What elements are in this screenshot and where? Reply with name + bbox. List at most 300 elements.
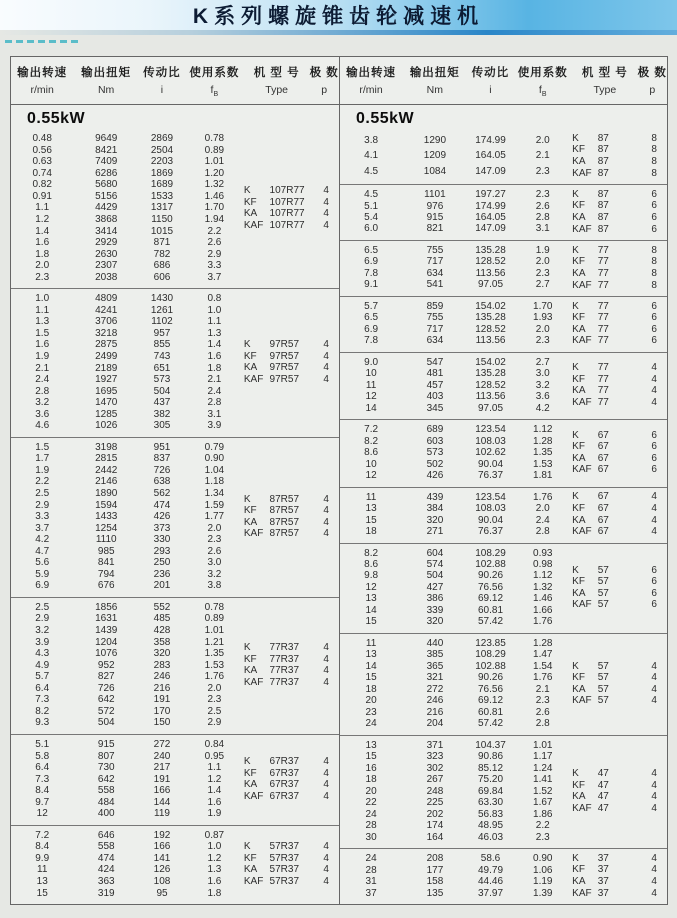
model-size: 47 <box>597 791 609 803</box>
cell-ratio: 108.29 <box>475 547 506 559</box>
cell-output-torque: 424 <box>97 864 115 876</box>
model-size: 67 <box>597 514 609 526</box>
model-poles: 4 <box>323 841 329 853</box>
cell-service-factor: 1.12 <box>533 570 553 582</box>
cell-output-torque: 302 <box>426 762 444 774</box>
data-grid <box>11 133 244 283</box>
model-prefix: KA <box>243 864 258 876</box>
cell-service-factor: 0.84 <box>204 738 225 750</box>
cell-output-speed: 1.6 <box>35 237 50 249</box>
cell-service-factor: 1.4 <box>207 785 222 797</box>
model-row <box>572 453 667 465</box>
cell-service-factor: 1.59 <box>204 499 225 511</box>
cell-output-speed: 9.3 <box>35 717 50 729</box>
cell-ratio: 63.30 <box>478 797 504 809</box>
model-row <box>244 876 339 888</box>
model-prefix: K <box>572 491 579 503</box>
model-list <box>244 293 339 432</box>
model-poles: 4 <box>323 184 329 196</box>
model-row <box>244 654 339 666</box>
cell-ratio: 150 <box>153 717 171 729</box>
cell-ratio: 119 <box>154 808 170 820</box>
cell-output-torque: 439 <box>426 491 444 503</box>
cell-output-speed: 37 <box>365 887 377 899</box>
cell-output-torque: 1631 <box>95 613 118 625</box>
table-half-right <box>339 105 667 904</box>
cell-service-factor: 1.41 <box>533 774 553 786</box>
cell-output-torque: 164 <box>426 831 444 843</box>
model-row <box>572 768 667 780</box>
cell-ratio: 147.09 <box>475 223 506 235</box>
cell-ratio: 48.95 <box>478 820 504 832</box>
cell-output-torque: 272 <box>426 683 444 695</box>
model-poles: 4 <box>651 864 657 876</box>
column-header-unit: i <box>160 84 164 96</box>
cell-service-factor: 1.46 <box>204 190 225 202</box>
title-bar <box>0 0 677 30</box>
cell-service-factor: 2.9 <box>207 248 222 260</box>
model-size: 77R37 <box>269 665 300 677</box>
model-row <box>572 200 667 212</box>
model-size: 77 <box>597 244 609 256</box>
model-poles: 4 <box>651 502 657 514</box>
cell-output-torque: 676 <box>97 580 115 592</box>
model-row <box>572 803 667 815</box>
model-row <box>244 768 339 780</box>
model-size: 77 <box>597 397 609 409</box>
column-header-zh: 使用系数 <box>517 67 568 79</box>
cell-ratio: 90.26 <box>478 672 504 684</box>
model-size: 57 <box>597 683 609 695</box>
cell-service-factor: 1.86 <box>533 808 553 820</box>
cell-output-torque: 386 <box>426 593 444 605</box>
cell-ratio: 957 <box>153 327 171 339</box>
cell-output-speed: 0.56 <box>32 144 52 156</box>
cell-ratio: 60.81 <box>478 706 504 718</box>
cell-output-speed: 0.63 <box>32 156 52 168</box>
cell-output-torque: 4809 <box>95 293 118 305</box>
cell-ratio: 562 <box>153 488 171 500</box>
model-poles: 4 <box>323 516 329 528</box>
cell-service-factor: 3.6 <box>535 391 550 403</box>
column-header-ratio <box>468 64 514 98</box>
cell-ratio: 871 <box>153 237 171 249</box>
cell-ratio: 108 <box>153 875 171 887</box>
cell-ratio: 170 <box>153 705 171 717</box>
model-size: 37 <box>597 864 609 876</box>
model-prefix: KAF <box>243 374 264 386</box>
model-prefix: KF <box>243 350 257 362</box>
cell-output-torque: 3706 <box>95 316 118 328</box>
model-row <box>572 212 667 224</box>
cell-ratio: 76.37 <box>478 470 504 482</box>
model-size: 67 <box>597 491 609 503</box>
cell-output-speed: 11 <box>37 864 48 876</box>
model-poles: 6 <box>651 312 657 324</box>
cell-output-torque: 547 <box>426 356 444 368</box>
cell-service-factor: 1.35 <box>204 648 225 660</box>
cell-output-torque: 573 <box>426 447 444 459</box>
cell-service-factor: 1.70 <box>533 300 553 312</box>
cell-service-factor: 2.4 <box>535 514 550 526</box>
model-prefix: K <box>572 188 579 200</box>
model-poles: 4 <box>323 852 329 864</box>
cell-output-torque: 135 <box>426 887 444 899</box>
cell-output-speed: 11 <box>365 379 377 391</box>
model-size: 107R77 <box>269 184 305 196</box>
column-header-zh: 极 数 <box>637 67 667 79</box>
cell-output-speed: 13 <box>36 875 48 887</box>
cell-output-speed: 2.3 <box>35 271 50 283</box>
cell-ratio: 76.56 <box>478 581 504 593</box>
cell-output-torque: 177 <box>426 864 444 876</box>
cell-ratio: 246 <box>153 671 171 683</box>
cell-ratio: 69.12 <box>478 593 504 605</box>
cell-output-torque: 985 <box>97 545 115 557</box>
cell-ratio: 154.02 <box>475 356 506 368</box>
cell-service-factor: 2.6 <box>535 200 550 212</box>
cell-ratio: 154.02 <box>475 300 506 312</box>
column-header-model-type <box>244 64 310 98</box>
model-size: 57 <box>597 660 609 672</box>
model-size: 67R37 <box>269 790 300 802</box>
model-prefix: KF <box>572 373 585 385</box>
cell-output-torque: 915 <box>97 738 115 750</box>
spec-block-right-9 <box>340 633 667 735</box>
cell-output-speed: 5.6 <box>35 557 50 569</box>
model-size: 37 <box>597 876 609 888</box>
cell-output-torque: 320 <box>426 514 444 526</box>
cell-service-factor: 1.1 <box>207 316 222 328</box>
cell-output-torque: 603 <box>426 435 444 447</box>
cell-service-factor: 1.9 <box>207 808 222 820</box>
cell-service-factor: 3.2 <box>535 379 550 391</box>
model-size: 67 <box>597 502 609 514</box>
model-poles: 4 <box>323 528 329 540</box>
cell-service-factor: 1.76 <box>533 616 553 628</box>
cell-service-factor: 1.53 <box>204 659 225 671</box>
cell-ratio: 126 <box>153 864 171 876</box>
cell-output-torque: 385 <box>426 649 444 661</box>
model-prefix: KA <box>572 156 586 168</box>
model-poles: 4 <box>323 642 329 654</box>
spec-block-left-5 <box>11 734 339 825</box>
model-row <box>572 684 667 696</box>
cell-output-torque: 474 <box>97 852 115 864</box>
cell-service-factor: 1.32 <box>533 581 553 593</box>
cell-output-speed: 16 <box>365 762 377 774</box>
model-prefix: K <box>572 660 579 672</box>
model-prefix: KF <box>572 779 585 791</box>
spec-block-right-11 <box>340 848 667 904</box>
model-row <box>572 876 667 888</box>
cell-output-speed: 9.9 <box>35 852 50 864</box>
cell-output-speed: 3.8 <box>364 135 379 147</box>
model-size: 67 <box>597 452 609 464</box>
cell-output-speed: 4.5 <box>364 189 379 201</box>
cell-service-factor: 2.0 <box>207 682 222 694</box>
cell-output-speed: 0.91 <box>32 190 52 202</box>
cell-ratio: 217 <box>153 762 171 774</box>
model-size: 77 <box>597 373 609 385</box>
cell-service-factor: 1.19 <box>533 876 553 888</box>
model-prefix: KA <box>572 791 586 803</box>
cell-output-torque: 1594 <box>95 499 118 511</box>
model-poles: 6 <box>651 576 657 588</box>
cell-output-torque: 174 <box>426 820 444 832</box>
cell-output-torque: 9649 <box>95 133 118 145</box>
cell-output-torque: 4241 <box>95 304 118 316</box>
cell-service-factor: 2.0 <box>207 522 222 534</box>
model-poles: 4 <box>651 852 657 864</box>
model-row <box>244 853 339 865</box>
model-row <box>244 197 339 209</box>
model-prefix: KF <box>572 672 585 684</box>
model-row <box>572 362 667 374</box>
model-poles: 4 <box>323 374 329 386</box>
data-grid <box>340 301 572 347</box>
cell-output-speed: 1.1 <box>35 202 50 214</box>
column-header-zh: 输出转速 <box>346 67 397 79</box>
cell-output-torque: 717 <box>426 323 444 335</box>
cell-service-factor: 1.9 <box>535 244 550 256</box>
model-poles: 4 <box>651 779 657 791</box>
cell-output-speed: 31 <box>365 876 377 888</box>
model-prefix: KF <box>572 441 585 453</box>
cell-output-speed: 22 <box>365 797 377 809</box>
cell-output-speed: 24 <box>365 853 377 865</box>
model-size: 67 <box>597 464 609 476</box>
cell-output-torque: 642 <box>97 694 115 706</box>
model-prefix: KF <box>572 256 585 268</box>
cell-output-speed: 1.5 <box>35 327 50 339</box>
cell-output-torque: 634 <box>426 335 444 347</box>
cell-output-speed: 8.6 <box>364 559 379 571</box>
model-prefix: KAF <box>243 528 264 540</box>
model-row <box>244 362 339 374</box>
cell-output-torque: 976 <box>426 200 444 212</box>
cell-output-torque: 1439 <box>95 625 118 637</box>
cell-output-speed: 5.7 <box>364 300 379 312</box>
cell-output-torque: 320 <box>426 616 444 628</box>
cell-ratio: 1015 <box>150 225 174 237</box>
cell-output-torque: 1084 <box>423 165 447 177</box>
column-header-zh: 输出转速 <box>17 67 68 79</box>
cell-output-torque: 841 <box>97 557 115 569</box>
cell-output-torque: 634 <box>426 267 444 279</box>
model-poles: 6 <box>651 211 657 223</box>
cell-output-torque: 558 <box>97 841 115 853</box>
cell-output-speed: 8.2 <box>364 435 379 447</box>
model-prefix: K <box>572 362 579 374</box>
model-prefix: KAF <box>572 526 592 538</box>
model-prefix: KAF <box>572 887 592 899</box>
cell-output-speed: 9.1 <box>364 279 379 291</box>
model-prefix: KA <box>572 211 586 223</box>
model-poles: 4 <box>651 491 657 503</box>
cell-output-speed: 3.2 <box>35 625 50 637</box>
cell-output-speed: 7.8 <box>364 335 379 347</box>
cell-output-torque: 572 <box>97 705 115 717</box>
model-size: 97R57 <box>269 362 300 374</box>
cell-ratio: 293 <box>153 545 171 557</box>
cell-output-torque: 403 <box>426 391 444 403</box>
model-size: 57R37 <box>269 841 300 853</box>
cell-output-speed: 1.3 <box>35 316 50 328</box>
model-prefix: KF <box>243 196 257 208</box>
cell-output-torque: 1209 <box>423 150 447 162</box>
column-header-poles <box>309 64 339 98</box>
cell-output-torque: 225 <box>426 797 444 809</box>
model-row <box>244 791 339 803</box>
model-poles: 4 <box>651 362 657 374</box>
cell-output-torque: 755 <box>426 244 444 256</box>
cell-service-factor: 0.89 <box>204 144 225 156</box>
model-row <box>572 224 667 236</box>
cell-service-factor: 2.3 <box>535 189 550 201</box>
model-poles: 4 <box>323 790 329 802</box>
model-row <box>572 335 667 347</box>
model-poles: 8 <box>651 144 657 156</box>
model-prefix: KAF <box>572 802 592 814</box>
cell-service-factor: 1.53 <box>533 458 553 470</box>
column-header-unit: p <box>649 84 656 96</box>
cell-ratio: 638 <box>153 476 171 488</box>
column-header-unit: r/min <box>359 84 383 96</box>
model-size: 107R77 <box>269 196 305 208</box>
model-prefix: KAF <box>572 695 592 707</box>
cell-output-torque: 384 <box>426 503 444 515</box>
cell-service-factor: 3.1 <box>207 408 222 420</box>
section-label-power-left: 0.55kW <box>27 110 86 128</box>
spec-block-right-6 <box>340 419 667 486</box>
model-size: 97R57 <box>269 339 300 351</box>
cell-output-torque: 216 <box>426 706 444 718</box>
cell-ratio: 113.56 <box>475 267 506 279</box>
cell-output-speed: 13 <box>365 503 377 515</box>
model-prefix: KA <box>572 876 586 888</box>
cell-ratio: 1430 <box>150 293 174 305</box>
spec-block-right-1 <box>340 129 667 184</box>
cell-output-speed: 12 <box>36 808 48 820</box>
cell-service-factor: 2.3 <box>535 695 550 707</box>
cell-service-factor: 1.28 <box>533 435 553 447</box>
model-prefix: KA <box>243 665 258 677</box>
cell-service-factor: 0.90 <box>204 453 225 465</box>
cell-ratio: 76.56 <box>478 683 504 695</box>
spec-block-right-8 <box>340 543 667 633</box>
cell-service-factor: 2.3 <box>535 267 550 279</box>
cell-service-factor: 2.7 <box>535 279 550 291</box>
data-grid <box>340 740 572 843</box>
model-poles: 6 <box>651 464 657 476</box>
data-grid <box>11 602 244 729</box>
cell-output-torque: 2307 <box>95 260 118 272</box>
cell-output-speed: 13 <box>365 593 377 605</box>
model-poles: 6 <box>651 564 657 576</box>
cell-ratio: 686 <box>153 260 171 272</box>
cell-ratio: 726 <box>153 464 171 476</box>
model-poles: 6 <box>651 441 657 453</box>
cell-service-factor: 2.2 <box>535 820 550 832</box>
table-half-left <box>11 105 339 904</box>
model-size: 57R37 <box>269 864 300 876</box>
cell-output-speed: 4.2 <box>35 534 50 546</box>
model-row <box>572 888 667 900</box>
column-header-output-speed <box>340 64 402 98</box>
model-size: 57R37 <box>269 875 300 887</box>
model-prefix: KF <box>572 144 585 156</box>
cell-ratio: 250 <box>153 557 171 569</box>
cell-output-torque: 363 <box>97 875 115 887</box>
model-size: 87 <box>597 200 609 212</box>
cell-output-torque: 1285 <box>95 408 118 420</box>
cell-output-speed: 3.9 <box>35 636 50 648</box>
cell-output-speed: 7.8 <box>364 267 379 279</box>
cell-output-speed: 4.9 <box>35 659 50 671</box>
model-row <box>244 864 339 876</box>
cell-service-factor: 3.2 <box>207 568 222 580</box>
cell-output-speed: 0.74 <box>32 167 52 179</box>
cell-service-factor: 0.8 <box>207 293 222 305</box>
cell-ratio: 104.37 <box>475 739 506 751</box>
cell-service-factor: 1.66 <box>533 604 553 616</box>
column-header-zh: 机 型 号 <box>581 67 628 79</box>
cell-service-factor: 2.8 <box>535 718 550 730</box>
cell-output-torque: 2146 <box>95 476 118 488</box>
column-header-zh: 机 型 号 <box>253 67 300 79</box>
cell-ratio: 56.83 <box>478 808 504 820</box>
model-poles: 4 <box>323 505 329 517</box>
cell-output-speed: 18 <box>365 526 377 538</box>
model-size: 97R57 <box>269 374 300 386</box>
model-prefix: KA <box>572 452 586 464</box>
cell-ratio: 197.27 <box>475 189 506 201</box>
model-prefix: KA <box>243 779 258 791</box>
model-row <box>244 339 339 351</box>
model-list <box>572 301 667 347</box>
model-row <box>572 268 667 280</box>
cell-service-factor: 1.94 <box>204 213 225 225</box>
model-list <box>244 602 339 729</box>
model-row <box>572 491 667 503</box>
cell-output-torque: 2442 <box>95 464 118 476</box>
cell-ratio: 373 <box>153 522 171 534</box>
model-list <box>572 245 667 291</box>
column-header-zh: 传动比 <box>143 67 181 79</box>
cell-output-speed: 2.4 <box>35 374 50 386</box>
cell-service-factor: 1.17 <box>533 751 553 763</box>
cell-output-speed: 1.7 <box>35 453 50 465</box>
cell-output-speed: 13 <box>365 649 377 661</box>
model-prefix: KAF <box>572 223 592 235</box>
cell-output-torque: 271 <box>426 526 444 538</box>
model-poles: 8 <box>651 256 657 268</box>
cell-output-speed: 10 <box>365 458 377 470</box>
model-size: 77 <box>597 362 609 374</box>
model-row <box>244 642 339 654</box>
model-size: 77 <box>597 335 609 347</box>
cell-ratio: 76.37 <box>478 526 504 538</box>
cell-service-factor: 2.0 <box>535 503 550 515</box>
model-list <box>244 442 339 592</box>
cell-ratio: 37.97 <box>478 887 504 899</box>
cell-service-factor: 3.1 <box>535 223 550 235</box>
cell-service-factor: 2.2 <box>207 225 222 237</box>
cell-output-torque: 1433 <box>95 511 118 523</box>
cell-output-torque: 4429 <box>95 202 118 214</box>
model-size: 87R57 <box>269 528 300 540</box>
